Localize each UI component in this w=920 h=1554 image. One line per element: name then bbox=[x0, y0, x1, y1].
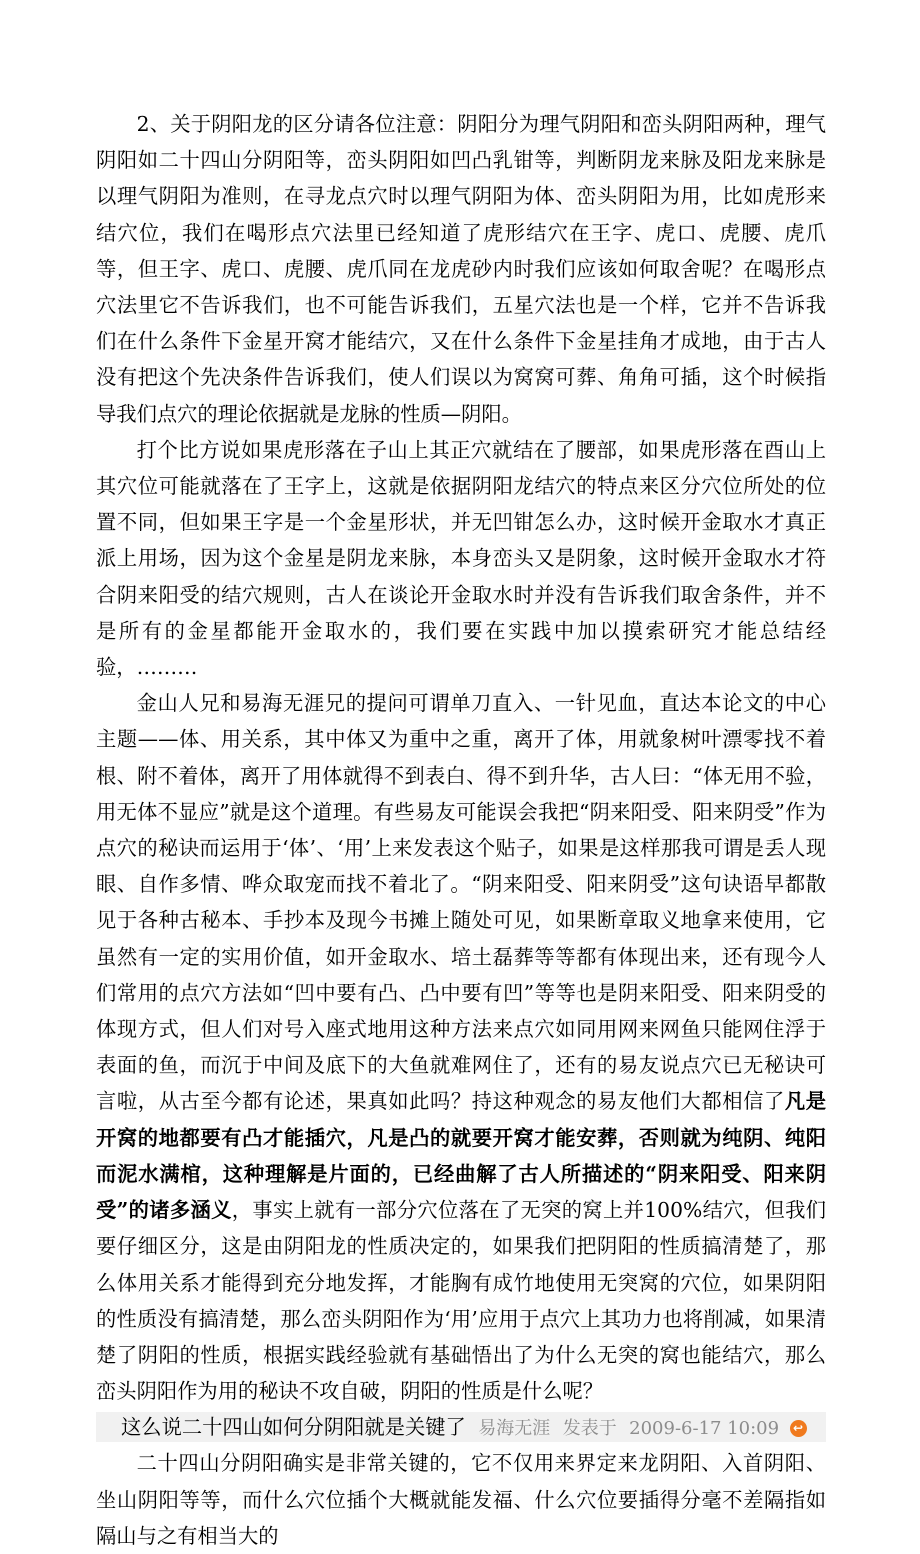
paragraph-3-bold-text: 凡是开窝的地都要有凸才能插穴，凡是凸的就要开窝才能安葬，否则就为纯阴、纯阳而泥水满棺，这种理解是片面的，已经曲解了古人所描述的“阴来阳受、阳来阴受”的诸多涵义 bbox=[96, 1089, 826, 1223]
paragraph-1: 2、关于阴阳龙的区分请各位注意：阴阳分为理气阴阳和峦头阴阳两种，理气阴阳如二十四山分阴阳等，峦头阴阳如凹凸乳钳等，判断阴龙来脉及阳龙来脉是以理气阴阳为准则，在寻龙点穴时以理气阴阳为体、峦头阴阳为用，比如虎形来结穴位，我们在喝形点穴法里已经知道了虎形结穴在王字、虎口、虎腰、虎爪等，但王字、虎口、虎腰、虎爪同在龙虎砂内时我们应该如何取舍呢？在喝形点穴法里它不告诉我们，也不可能告诉我们，五星穴法也是一个样，它并不告诉我们在什么条件下金星开窝才能结穴，又在什么条件下金星挂角才成地，由于古人没有把这个先决条件告诉我们，使人们误以为窝窝可葬、角角可插，这个时候指导我们点穴的理论依据就是龙脉的性质—阴阳。 bbox=[96, 112, 826, 426]
paragraph-3-text-b: ，事实上就有一部分穴位落在了无突的窝上并100%结穴，但我们要仔细区分，这是由阴阳龙的性质决定的，如果我们把阴阳的性质搞清楚了，那么体用关系才能得到充分地发挥，才能胸有成竹地使用无突窝的穴位，如果阴阳的性质没有搞清楚，那么峦头阴阳作为‘用’应用于点穴上其功力也将削减，如果清楚了阴阳的性质，根据实践经验就有基础悟出了为什么无突的窝也能结穴，那么峦头阴阳作为用的秘诀不攻自破，阴阳的性质是什么呢？ bbox=[96, 1198, 826, 1404]
quote-author[interactable]: 易海无涯 bbox=[478, 1418, 551, 1440]
quote-text: 这么说二十四山如何分阴阳就是关键了 bbox=[121, 1415, 466, 1440]
document-page bbox=[96, 106, 826, 1554]
quote-bar bbox=[96, 1412, 826, 1442]
paragraph-2: 打个比方说如果虎形落在子山上其正穴就结在了腰部，如果虎形落在酉山上其穴位可能就落在了王字上，这就是依据阴阳龙结穴的特点来区分穴位所处的位置不同，但如果王字是一个金星形状，并无凹钳怎么办，这时候开金取水才真正派上用场，因为这个金星是阴龙来脉，本身峦头又是阴象，这时候开金取水才符合阴来阳受的结穴规则，古人在谈论开金取水时并没有告诉我们取舍条件，并不是所有的金星都能开金取水的，我们要在实践中加以摸索研究才能总结经验，……… bbox=[96, 437, 826, 680]
quote-posted-label: 发表于 bbox=[562, 1418, 617, 1440]
paragraph-4: 二十四山分阴阳确实是非常关键的，它不仅用来界定来龙阴阳、入首阴阳、坐山阴阳等等，而什么穴位插个大概就能发福、什么穴位要插得分毫不差隔指如隔山与之有相当大的 bbox=[96, 1451, 826, 1548]
paragraph-3 bbox=[96, 685, 826, 1409]
reply-arrow-icon[interactable]: ↩ bbox=[790, 1420, 807, 1437]
paragraph-3-text-a: 金山人兄和易海无涯兄的提问可谓单刀直入、一针见血，直达本论文的中心主题——体、用关系，其中体又为重中之重，离开了体，用就象树叶漂零找不着根、附不着体，离开了用体就得不到表白、得不到升华，古人曰：“体无用不验，用无体不显应”就是这个道理。有些易友可能误会我把“阴来阳受、阳来阴受”作为点穴的秘诀而运用于‘体’、‘用’上来发表这个贴子，如果是这样那我可谓是丢人现眼、自作多情、哗众取宠而找不着北了。“阴来阳受、阳来阴受”这句诀语早都散见于各种古秘本、手抄本及现今书摊上随处可见，如果断章取义地拿来使用，它虽然有一定的实用价值，如开金取水、培土磊葬等等都有体现出来，还有现今人们常用的点穴方法如“凹中要有凸、凸中要有凹”等等也是阴来阳受、阳来阴受的体现方式，但人们对号入座式地用这种方法来点穴如同用网来网鱼只能网住浮于表面的鱼，而沉于中间及底下的大鱼就难网住了，还有的易友说点穴已无秘诀可言啦，从古至今都有论述，果真如此吗？持这种观念的易友他们大都相信了 bbox=[96, 691, 826, 1114]
quote-datetime: 2009-6-17 10:09 bbox=[629, 1418, 780, 1440]
